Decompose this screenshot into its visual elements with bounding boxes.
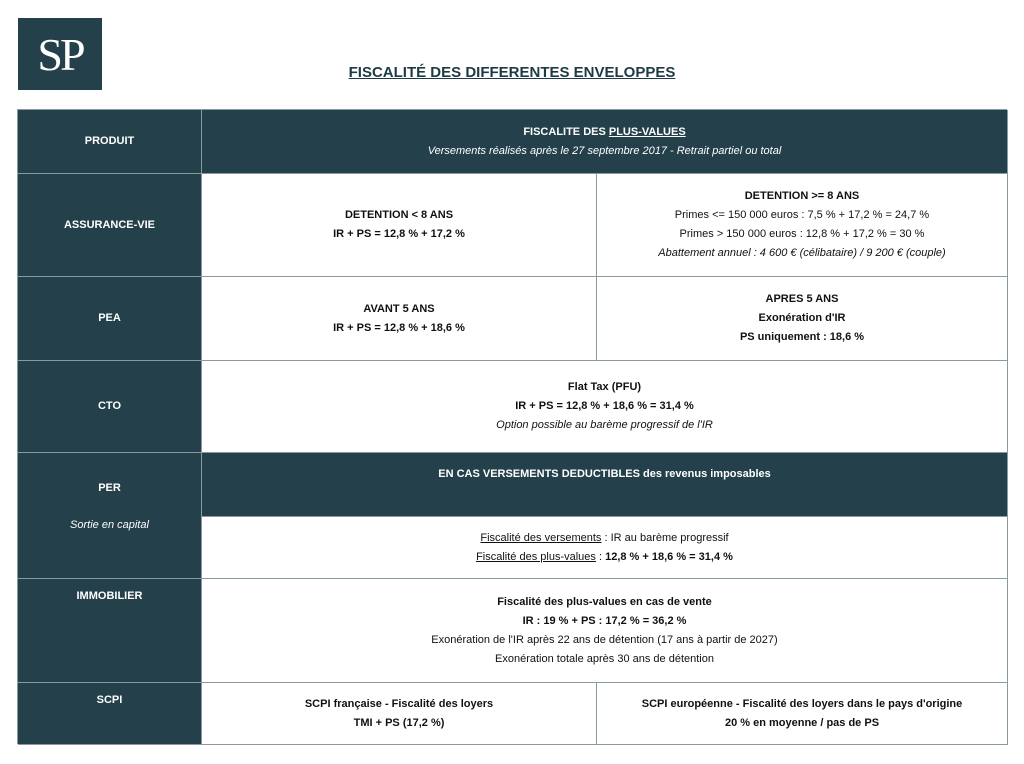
cell-line: Primes <= 150 000 euros : 7,5 % + 17,2 % = 24,7 % bbox=[674, 209, 930, 221]
per-header: EN CAS VERSEMENTS DEDUCTIBLES des revenus imposables bbox=[202, 453, 1008, 517]
cell-line: Option possible au barème progressif de l'IR bbox=[496, 419, 713, 431]
cell-line: Exonération d'IR bbox=[758, 312, 846, 324]
row-label-assurance-vie: ASSURANCE-VIE bbox=[18, 174, 202, 277]
cto-content bbox=[202, 361, 1008, 453]
row-label-scpi: SCPI bbox=[18, 683, 202, 745]
cell-title: AVANT 5 ANS bbox=[363, 302, 435, 315]
cell-line: IR : 19 % + PS : 17,2 % = 36,2 % bbox=[522, 614, 687, 627]
cell-line: Exonération de l'IR après 22 ans de détention (17 ans à partir de 2027) bbox=[431, 633, 778, 646]
row-label-immobilier: IMMOBILIER bbox=[18, 579, 202, 683]
pea-avant-5-ans bbox=[202, 277, 597, 361]
cell-title: APRES 5 ANS bbox=[765, 293, 839, 305]
cell-title: SCPI française - Fiscalité des loyers bbox=[304, 697, 494, 710]
header-fiscalite-title: FISCALITE DES PLUS-VALUES bbox=[523, 125, 686, 138]
assurance-vie-gte8 bbox=[597, 174, 1008, 277]
per-plus-values-line: Fiscalité des plus-values : 12,8 % + 18,6 % = 31,4 % bbox=[476, 550, 733, 563]
cell-title: Fiscalité des plus-values en cas de vente bbox=[497, 595, 712, 608]
cell-line: Exonération totale après 30 ans de détention bbox=[495, 652, 714, 665]
pea-apres-5-ans bbox=[597, 277, 1008, 361]
row-label-cto: CTO bbox=[18, 361, 202, 453]
row-label-pea: PEA bbox=[18, 277, 202, 361]
header-subtitle: Versements réalisés après le 27 septembre 2017 - Retrait partiel ou total bbox=[427, 144, 782, 157]
cell-line: IR + PS = 12,8 % + 18,6 % bbox=[333, 321, 465, 334]
cell-line: IR + PS = 12,8 % + 17,2 % bbox=[333, 228, 465, 240]
cell-title: DETENTION < 8 ANS bbox=[344, 209, 454, 221]
fiscalite-table bbox=[17, 109, 1007, 744]
cell-line: IR + PS = 12,8 % + 18,6 % = 31,4 % bbox=[515, 400, 694, 412]
header-produit: PRODUIT bbox=[18, 110, 202, 174]
scpi-europeenne bbox=[597, 683, 1008, 745]
per-sublabel: Sortie en capital bbox=[70, 519, 149, 531]
immobilier-content bbox=[202, 579, 1008, 683]
plus-values-link: PLUS-VALUES bbox=[608, 125, 686, 138]
assurance-vie-lt8 bbox=[202, 174, 597, 277]
cell-line: 20 % en moyenne / pas de PS bbox=[724, 716, 880, 729]
logo: SP bbox=[18, 18, 102, 90]
page-title: FISCALITÉ DES DIFFERENTES ENVELOPPES bbox=[348, 64, 676, 81]
row-label-per bbox=[18, 453, 202, 579]
cell-title: DETENTION >= 8 ANS bbox=[744, 190, 860, 202]
scpi-francaise bbox=[202, 683, 597, 745]
header-fiscalite bbox=[202, 110, 1008, 174]
cell-line: TMI + PS (17,2 %) bbox=[353, 716, 445, 729]
cell-line: Abattement annuel : 4 600 € (célibataire) / 9 200 € (couple) bbox=[658, 247, 946, 259]
per-versements-line: Fiscalité des versements : IR au barème progressif bbox=[480, 531, 729, 544]
cell-line: Primes > 150 000 euros : 12,8 % + 17,2 % = 30 % bbox=[679, 228, 925, 240]
per-label: PER bbox=[98, 482, 121, 494]
per-content bbox=[202, 517, 1008, 579]
cell-title: SCPI européenne - Fiscalité des loyers dans le pays d'origine bbox=[641, 697, 963, 710]
cell-title: Flat Tax (PFU) bbox=[567, 381, 642, 393]
cell-line: PS uniquement : 18,6 % bbox=[739, 331, 865, 343]
